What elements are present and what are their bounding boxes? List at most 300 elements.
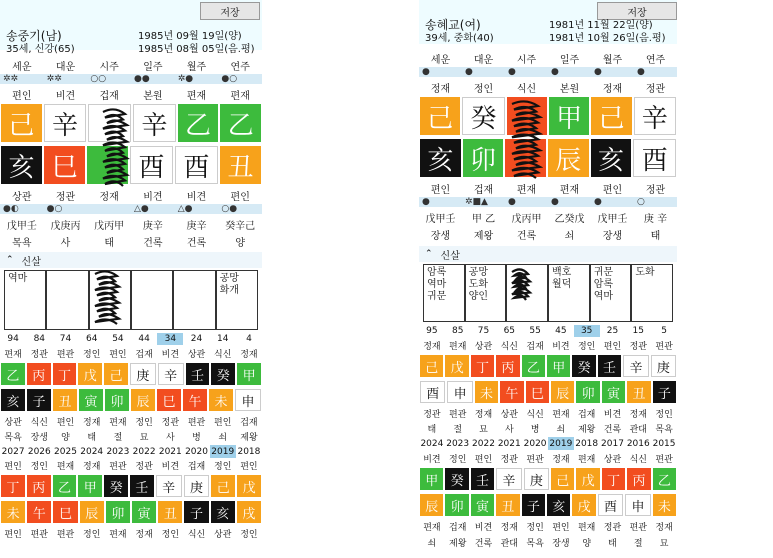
earthly-branch: 卯	[463, 139, 504, 177]
daeun-branch: 辰	[551, 381, 574, 403]
hidden-stems: 戊庚丙	[50, 220, 81, 232]
seun-stage-row	[419, 535, 677, 549]
branch-sipsin-row	[0, 187, 262, 203]
sinsal-box: 귀문 암록 역마	[590, 264, 632, 322]
earthly-branch: 亥	[591, 139, 632, 177]
pillar-header: 세운	[430, 54, 451, 65]
element-dot: ●	[594, 67, 602, 77]
daeun-branch-sipsin: 편관	[187, 417, 206, 428]
daeun-branch-sipsin: 정관	[161, 417, 180, 428]
age-strength: 35세, 신강(65)	[6, 44, 75, 55]
daeun-branch: 寅	[602, 381, 625, 403]
sinsal-box	[46, 270, 88, 330]
earthly-branch: 亥	[420, 139, 461, 177]
daeun-stage: 병	[530, 424, 540, 435]
branch-sipsin: 편인	[230, 191, 250, 203]
pillar-header-row	[419, 51, 677, 65]
seun-branch: 辰	[420, 494, 443, 516]
daeun-branch-sipsin: 식신	[526, 409, 544, 420]
seun-stem: 壬	[130, 475, 154, 497]
daeun-stem: 己	[420, 355, 443, 377]
seun-stem-row	[419, 467, 677, 491]
seun-stage: 관대	[500, 538, 518, 549]
seun-branch: 戌	[237, 501, 261, 523]
daeun-stage: 사	[504, 424, 514, 435]
daeun-stem: 己	[104, 363, 128, 385]
seun-year: 2017	[601, 438, 624, 449]
heavenly-stem: 癸	[462, 97, 504, 135]
heavenly-stem: 甲	[549, 97, 589, 135]
seun-branch-sipsin: 편재	[577, 522, 596, 533]
seun-stage: 절	[633, 538, 643, 549]
seun-stem: 己	[551, 468, 574, 490]
element-dot: ●○	[221, 74, 238, 84]
seun-branch-sipsin-row	[0, 526, 262, 540]
seun-branch-sipsin: 편관	[629, 522, 647, 533]
branch-dot: ●	[594, 197, 602, 207]
daeun-stage-row	[419, 421, 677, 435]
twelve-stage: 건록	[186, 237, 207, 249]
daeun-stage: 쇠	[556, 424, 566, 435]
sinsal-title: 신살	[440, 250, 460, 262]
stem-sipsin-row	[0, 86, 262, 102]
seun-branch-sipsin: 정인	[240, 529, 258, 540]
hidden-stems: 戊丙甲	[511, 213, 542, 225]
seun-branch: 未	[1, 501, 25, 523]
seun-stem-sipsin: 정재	[552, 454, 570, 465]
seun-stem: 戊	[237, 475, 261, 497]
daeun-branch-sipsin: 편재	[109, 417, 127, 428]
daeun-stage: 사	[165, 432, 175, 443]
daeun-branch: 寅	[79, 389, 103, 411]
pillar-header: 대운	[55, 61, 76, 72]
daeun-branch-sipsin: 정재	[83, 417, 101, 428]
daeun-age: 14	[217, 334, 229, 344]
branch-dot: ○	[637, 197, 645, 207]
hidden-stems: 甲 乙	[471, 213, 496, 225]
seun-stem-sipsin: 편인	[4, 461, 22, 472]
person-name: 송혜교(여)	[425, 18, 481, 32]
daeun-stage: 묘	[139, 432, 149, 443]
daeun-branch-sipsin: 정인	[655, 409, 673, 420]
branch-sipsin: 편재	[516, 184, 537, 196]
daeun-stem-sipsin: 편관	[655, 341, 673, 352]
sinsal-toggle[interactable]	[0, 252, 262, 268]
hidden-stems: 庚 辛	[643, 213, 668, 225]
daeun-age: 64	[85, 334, 98, 344]
earthly-branch: 酉	[130, 146, 173, 184]
pillar-header: 시주	[99, 61, 119, 72]
daeun-branch: 卯	[105, 389, 129, 411]
element-dot: ✲✲	[3, 74, 19, 84]
seun-year: 2024	[420, 438, 444, 449]
branch-sipsin: 편인	[430, 184, 451, 196]
branch-dot	[87, 204, 131, 214]
twelve-stage: 목욕	[12, 237, 32, 249]
earthly-branch: 丑	[220, 146, 261, 184]
pillar-header: 시주	[516, 54, 537, 65]
seun-stem-sipsin: 식신	[629, 454, 647, 465]
save-button[interactable]: 저장	[200, 2, 260, 20]
sinsal-box: 암록 역마 귀문	[423, 264, 465, 322]
element-dot: ✲●	[177, 74, 194, 84]
sinsal-row	[423, 264, 673, 322]
stem-sipsin: 편인	[12, 90, 32, 102]
sinsal-box: 공망 화개	[216, 270, 258, 330]
seun-branch-sipsin: 겁재	[449, 522, 467, 533]
daeun-branch-sipsin: 상관	[4, 417, 22, 428]
stem-sipsin: 편재	[230, 90, 250, 102]
seun-branch-sipsin: 정인	[83, 529, 101, 540]
heavenly-stem: 辛	[634, 97, 676, 135]
seun-stem: 甲	[78, 475, 102, 497]
daeun-branch-sipsin: 상관	[500, 409, 518, 420]
daeun-branch: 丑	[627, 381, 650, 403]
seun-branch-sipsin: 상관	[214, 529, 232, 540]
seun-stem: 乙	[53, 475, 77, 497]
daeun-branch-row	[419, 380, 677, 404]
redaction-scribble	[509, 100, 543, 180]
chart-panel-songjoongki	[0, 0, 262, 558]
daeun-age-row	[0, 333, 262, 345]
daeun-branch-sipsin: 비견	[603, 409, 622, 420]
seun-branch-sipsin: 편재	[423, 522, 441, 533]
seun-branch: 巳	[53, 501, 77, 523]
daeun-branch-sipsin: 정인	[135, 417, 153, 428]
seun-stem-sipsin: 겁재	[187, 461, 206, 472]
seun-branch-row	[419, 493, 677, 517]
daeun-age: 35	[574, 325, 600, 337]
daeun-stage: 제왕	[240, 432, 258, 443]
seun-branch: 酉	[598, 494, 623, 516]
daeun-stem-sipsin: 식신	[500, 341, 518, 352]
daeun-stem-sipsin: 겁재	[135, 349, 153, 360]
seun-branch: 丑	[496, 494, 519, 516]
seun-stage: 제왕	[449, 538, 467, 549]
seun-branch-row	[0, 500, 262, 524]
stem-sipsin: 정재	[602, 83, 623, 95]
twelve-stage: 양	[235, 237, 246, 249]
seun-year: 2023	[446, 438, 470, 449]
daeun-stem: 壬	[186, 363, 210, 385]
seun-stem-sipsin: 정인	[30, 461, 48, 472]
seun-stem-sipsin: 정재	[83, 461, 101, 472]
daeun-branch-row	[0, 388, 262, 412]
seun-stem: 辛	[156, 475, 182, 497]
daeun-stem-sipsin: 정재	[423, 341, 441, 352]
seun-year: 2015	[652, 438, 676, 449]
daeun-stem-sipsin: 상관	[187, 349, 206, 360]
daeun-stem-sipsin: 편재	[4, 349, 22, 360]
branch-sipsin: 겁재	[473, 184, 494, 196]
seun-branch-sipsin: 식신	[187, 529, 206, 540]
daeun-age: 65	[503, 326, 516, 336]
daeun-age: 95	[426, 326, 438, 336]
branch-sipsin: 정관	[645, 184, 666, 196]
twelve-stage: 사	[60, 237, 71, 249]
seun-stem: 辛	[496, 468, 521, 490]
seun-branch: 丑	[158, 501, 182, 523]
seun-branch: 卯	[106, 501, 130, 523]
hidden-stems: 癸辛己	[225, 220, 256, 232]
twelve-stage-row	[0, 233, 262, 249]
seun-stem: 丁	[1, 475, 25, 497]
seun-branch: 未	[653, 494, 676, 516]
daeun-branch: 巳	[526, 381, 549, 403]
daeun-stage: 병	[192, 432, 201, 443]
seun-stem: 己	[211, 475, 235, 497]
branch-sipsin: 정관	[55, 191, 76, 203]
daeun-stem-sipsin: 정관	[629, 341, 647, 352]
daeun-age: 54	[112, 334, 124, 344]
seun-branch-sipsin: 정재	[655, 522, 673, 533]
solar-date: 1985년 09월 19일(양)	[138, 31, 242, 42]
seun-stem: 丙	[627, 468, 650, 490]
seun-branch-sipsin: 정인	[526, 522, 544, 533]
sinsal-box	[131, 270, 173, 330]
pillar-header-row	[0, 58, 262, 72]
element-dot: ●	[465, 67, 473, 77]
daeun-branch-sipsin: 겁재	[577, 409, 596, 420]
daeun-stem: 丙	[27, 363, 51, 385]
stem-sipsin: 식신	[516, 83, 537, 95]
daeun-branch: 子	[27, 389, 51, 411]
daeun-age: 4	[246, 334, 252, 344]
sinsal-row	[4, 270, 258, 330]
daeun-stem: 辛	[158, 363, 184, 385]
element-dot: ●●	[134, 74, 150, 84]
sinsal-box	[173, 270, 215, 330]
earthly-branch-row	[419, 138, 677, 178]
seun-stage: 장생	[552, 538, 570, 549]
element-dot: ○○	[90, 74, 107, 84]
seun-stem: 乙	[653, 468, 676, 490]
seun-year: 2020	[523, 438, 547, 449]
seun-stem: 丁	[602, 468, 625, 490]
branch-dot: ✲■▲	[465, 197, 488, 207]
branch-sipsin: 비견	[186, 191, 207, 203]
seun-year: 2023	[106, 446, 130, 457]
daeun-stage: 목욕	[655, 424, 673, 435]
seun-stem-sipsin-row	[419, 451, 677, 465]
seun-year: 2021	[497, 438, 521, 449]
stem-sipsin: 비견	[55, 90, 76, 102]
seun-year: 2022	[472, 438, 495, 449]
pillar-header: 세운	[12, 61, 32, 72]
chart-panel-songhyegyo	[419, 0, 677, 558]
heavenly-stem: 辛	[133, 104, 176, 142]
branch-sipsin: 비견	[143, 191, 163, 203]
seun-stem-sipsin: 편관	[109, 461, 127, 472]
daeun-branch-sipsin-row	[419, 406, 677, 420]
seun-stem: 壬	[471, 468, 494, 490]
element-dot: ●	[551, 67, 559, 77]
seun-stem: 癸	[104, 475, 128, 497]
seun-year: 2018	[237, 446, 261, 457]
sinsal-box: 도화	[631, 264, 673, 322]
seun-branch: 亥	[211, 501, 235, 523]
heavenly-stem: 辛	[44, 104, 87, 142]
twelve-stage: 제왕	[473, 230, 494, 242]
branch-sipsin: 편재	[559, 184, 580, 196]
lunar-date: 1985년 08월 05일(음.평)	[138, 44, 255, 55]
daeun-age-row	[419, 325, 677, 337]
hidden-stems: 戊甲壬	[6, 220, 37, 232]
seun-year: 2019	[549, 438, 573, 449]
element-dot: ●	[637, 67, 645, 77]
seun-branch-sipsin: 정관	[603, 522, 622, 533]
earthly-branch: 亥	[1, 146, 42, 184]
seun-stem-row	[0, 474, 262, 498]
pillar-header: 일주	[143, 61, 163, 72]
seun-year: 2021	[158, 446, 182, 457]
seun-branch-sipsin: 편재	[109, 529, 127, 540]
hidden-stems: 戊甲壬	[597, 213, 628, 225]
branch-dot: ●	[508, 197, 516, 207]
daeun-stem-sipsin: 식신	[214, 349, 232, 360]
seun-stage: 쇠	[427, 538, 437, 549]
lunar-date: 1981년 10월 26일(음.평)	[549, 33, 666, 44]
seun-stem-sipsin: 편관	[655, 454, 673, 465]
stem-sipsin: 본원	[143, 90, 163, 102]
seun-branch-sipsin: 편인	[552, 522, 570, 533]
seun-stem-sipsin: 편인	[474, 454, 493, 465]
twelve-stage: 태	[650, 230, 661, 242]
seun-branch: 子	[184, 501, 208, 523]
daeun-age: 84	[33, 334, 46, 344]
pillar-header: 월주	[602, 54, 623, 65]
daeun-branch: 申	[235, 389, 261, 411]
seun-stage: 건록	[474, 538, 493, 549]
earthly-branch-row	[0, 145, 262, 185]
daeun-branch: 巳	[157, 389, 181, 411]
hidden-stems: 戊甲壬	[425, 213, 456, 225]
seun-year: 2020	[185, 446, 208, 457]
seun-stem: 癸	[445, 468, 468, 490]
heavenly-stem-row	[0, 103, 262, 143]
daeun-branch: 辰	[131, 389, 155, 411]
daeun-stage: 장생	[30, 432, 48, 443]
daeun-stem-sipsin: 편관	[56, 349, 75, 360]
branch-dot: ●◐	[3, 204, 19, 214]
daeun-stem-row	[419, 354, 677, 378]
seun-branch-sipsin-row	[419, 519, 677, 533]
daeun-stem: 癸	[211, 363, 235, 385]
daeun-branch-sipsin: 편인	[56, 417, 75, 428]
seun-year: 2018	[575, 438, 599, 449]
pillar-header: 연주	[230, 61, 250, 72]
daeun-stem-sipsin-row	[419, 338, 677, 352]
sinsal-title: 신살	[21, 256, 41, 268]
daeun-branch-sipsin: 정관	[423, 409, 441, 420]
hidden-stems: 戊丙甲	[94, 220, 125, 232]
earthly-branch: 酉	[633, 139, 676, 177]
daeun-stem-sipsin: 겁재	[526, 341, 544, 352]
daeun-stem-sipsin: 편인	[109, 349, 127, 360]
seun-branch-sipsin: 편관	[56, 529, 75, 540]
seun-branch: 卯	[445, 494, 468, 516]
branch-dot: ●	[551, 197, 559, 207]
seun-stem-sipsin: 편재	[56, 461, 75, 472]
redaction-scribble	[509, 268, 533, 302]
seun-branch-sipsin: 정재	[500, 522, 518, 533]
hidden-stems: 乙癸戊	[554, 213, 585, 225]
age-strength: 39세, 중화(40)	[425, 33, 494, 44]
branch-sipsin: 편인	[602, 184, 623, 196]
daeun-age: 55	[529, 326, 541, 336]
seun-branch: 辰	[80, 501, 104, 523]
daeun-branch-sipsin: 편인	[214, 417, 232, 428]
sinsal-toggle[interactable]	[419, 246, 677, 262]
branch-dot: △●	[134, 204, 149, 214]
heavenly-stem: 己	[1, 104, 42, 142]
daeun-stem-sipsin: 비견	[161, 349, 180, 360]
seun-branch-sipsin: 비견	[474, 522, 493, 533]
heavenly-stem: 己	[591, 97, 631, 135]
seun-stage: 목욕	[526, 538, 544, 549]
daeun-stage: 묘	[479, 424, 488, 435]
hidden-stems-row	[0, 216, 262, 232]
seun-stem-sipsin: 상관	[603, 454, 622, 465]
heavenly-stem: 乙	[220, 104, 261, 142]
heavenly-stem-row	[419, 96, 677, 136]
daeun-stem-sipsin-row	[0, 346, 262, 360]
save-button[interactable]: 저장	[597, 2, 677, 20]
daeun-stem: 戊	[445, 355, 468, 377]
seun-branch-sipsin: 정재	[135, 529, 153, 540]
daeun-branch: 酉	[420, 381, 445, 403]
seun-stage: 양	[582, 538, 592, 549]
daeun-stage: 절	[113, 432, 123, 443]
stem-sipsin: 정재	[430, 83, 451, 95]
daeun-stem: 甲	[547, 355, 570, 377]
daeun-stem-sipsin: 상관	[474, 341, 493, 352]
daeun-branch: 亥	[1, 389, 25, 411]
seun-branch: 亥	[547, 494, 570, 516]
daeun-stem-sipsin: 편재	[449, 341, 467, 352]
daeun-stem: 庚	[651, 355, 676, 377]
seun-year: 2024	[80, 446, 104, 457]
seun-stem: 庚	[184, 475, 210, 497]
daeun-branch-sipsin: 식신	[30, 417, 48, 428]
daeun-stem: 乙	[1, 363, 25, 385]
daeun-stem: 戊	[78, 363, 102, 385]
sinsal-box: 역마	[4, 270, 46, 330]
daeun-age: 44	[138, 334, 150, 344]
daeun-stem: 乙	[522, 355, 545, 377]
daeun-branch: 未	[475, 381, 498, 403]
seun-branch-sipsin: 편인	[4, 529, 22, 540]
sinsal-box: 백호 월덕	[548, 264, 590, 322]
sinsal-box: 공망 도화 양인	[465, 264, 507, 322]
element-dot: ✲✲	[46, 74, 62, 84]
heavenly-stem: 己	[420, 97, 460, 135]
seun-branch: 午	[27, 501, 51, 523]
seun-year: 2026	[27, 446, 51, 457]
daeun-stage: 건록	[603, 424, 622, 435]
daeun-stem: 丁	[53, 363, 77, 385]
seun-year: 2016	[626, 438, 650, 449]
daeun-branch-sipsin: 정재	[474, 409, 493, 420]
daeun-stem: 壬	[598, 355, 621, 377]
daeun-age: 5	[661, 326, 667, 336]
seun-stem-sipsin: 정인	[449, 454, 467, 465]
daeun-stage: 목욕	[4, 432, 22, 443]
seun-stem-sipsin: 편인	[240, 461, 258, 472]
daeun-age: 34	[157, 333, 183, 345]
seun-branch: 申	[625, 494, 650, 516]
earthly-branch: 巳	[44, 146, 85, 184]
